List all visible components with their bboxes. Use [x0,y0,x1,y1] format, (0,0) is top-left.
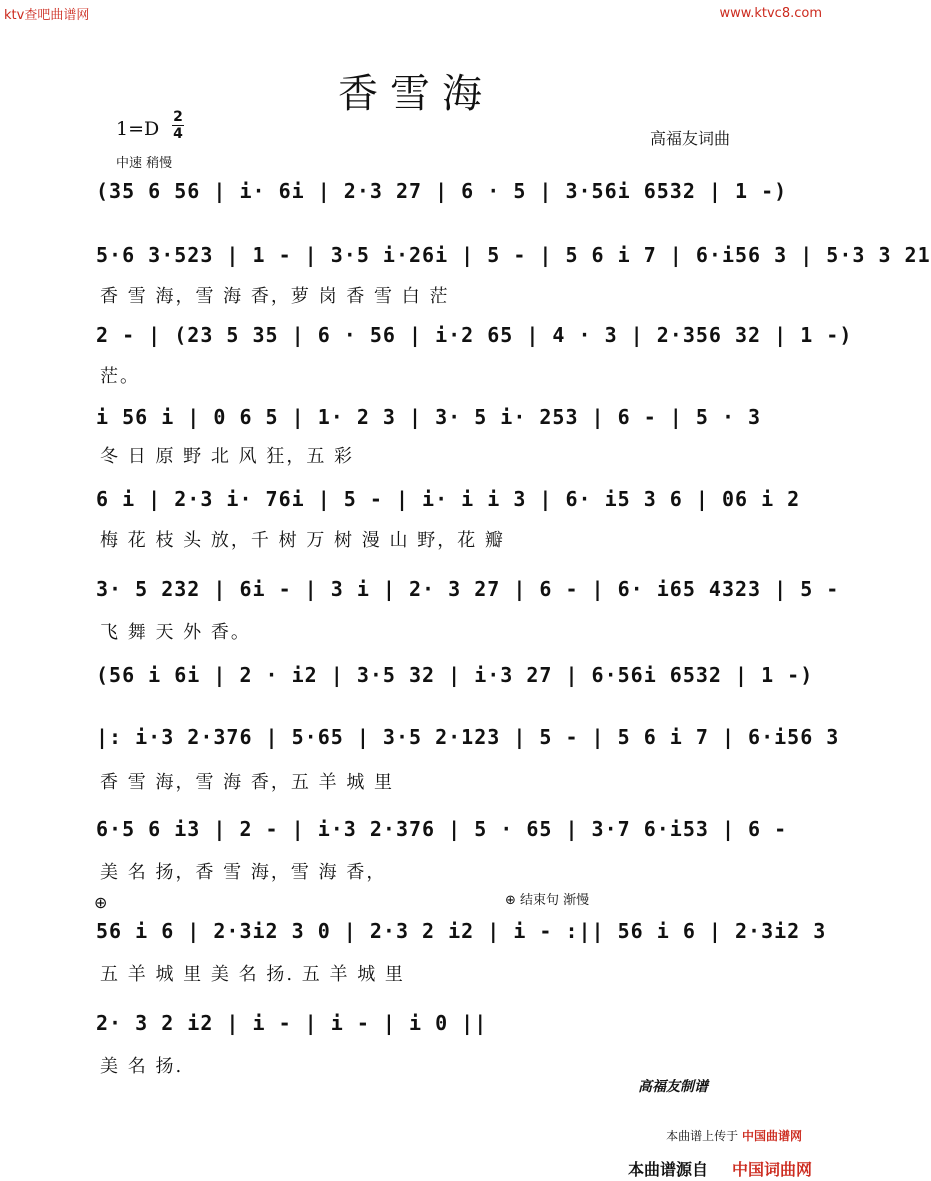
upload-note [666,1127,802,1144]
notes: 2· 3 2 i2 | i - | i - | i 0 || [96,1011,488,1035]
song-title: 香雪海 [338,71,494,117]
notation-row-7 [96,656,814,694]
lyrics-row-10: 五 羊 城 里 美 名 扬. 五 羊 城 里 [100,964,405,985]
notation-row-10 [96,912,827,950]
source-label: 本曲谱源自 [628,1160,709,1179]
notes: |: i·3 2·376 | 5·65 | 3·5 2·123 | 5 - | 5 6 i 7 | 6·i56 3 [96,725,840,749]
notation-row-11 [96,1004,736,1042]
lyrics-row-11: 美 名 扬. [100,1056,184,1077]
notation-row-4 [96,398,762,436]
upload-text: 本曲谱上传于 [666,1129,739,1143]
notation-row-6 [96,570,840,608]
lyrics-row-6: 飞 舞 天 外 香。 [100,622,251,643]
lyrics-row-2: 香 雪 海，雪 海 香，萝 岗 香 雪 白 茫 [100,286,450,307]
upload-brand-logo: 中国曲谱网 [741,1129,802,1143]
lyrics-row-5: 梅 花 枝 头 放，千 树 万 树 漫 山 野，花 瓣 [100,530,505,551]
notes: 5·6 3·523 | 1 - | 3·5 i·26i | 5 - | 5 6 i 7 | 6·i56 3 | 5·3 3 21 [96,243,931,267]
coda-mark-icon: ⊕ [94,893,108,912]
lyrics-row-3: 茫。 [100,366,140,387]
notation-row-5 [96,480,801,518]
notes: 6 i | 2·3 i· 76i | 5 - | i· i i 3 | 6· i5 3 6 | 06 i 2 [96,487,801,511]
notes: 6·5 6 i3 | 2 - | i·3 2·376 | 5 · 65 | 3·7 6·i53 | 6 - [96,817,788,841]
key-signature: 1=D [116,118,160,140]
tempo-marking: 中速 稍慢 [116,156,173,171]
source-site: 中国词曲网 [732,1160,813,1179]
time-signature-bottom: 4 [173,126,183,142]
notes: (56 i 6i | 2 · i2 | 3·5 32 | i·3 27 | 6·56i 6532 | 1 -) [96,663,814,687]
arranger-signature: 高福友制谱 [638,1079,708,1095]
lyrics-row-4: 冬 日 原 野 北 风 狂，五 彩 [100,446,355,467]
lyrics-row-8: 香 雪 海，雪 海 香，五 羊 城 里 [100,772,395,793]
notation-row-9 [96,810,788,848]
notes: i 56 i | 0 6 5 | 1· 2 3 | 3· 5 i· 253 | 6 - | 5 · 3 [96,405,762,429]
time-signature [170,110,186,141]
notes: 3· 5 232 | 6i - | 3 i | 2· 3 27 | 6 - | 6· i65 4323 | 5 - [96,577,840,601]
composer-credit: 高福友词曲 [649,129,730,148]
watermark-left: ktv查吧曲谱网 [4,8,90,23]
notation-row-3 [96,316,853,354]
watermark-right: www.ktvc8.com [719,6,822,21]
coda-ending-mark: ⊕ 结束句 渐慢 [505,893,590,908]
notes: 2 - | (23 5 35 | 6 · 56 | i·2 65 | 4 · 3 | 2·356 32 | 1 -) [96,323,853,347]
notation-row-8 [96,718,840,756]
notation-row-1 [96,172,788,210]
time-signature-top: 2 [173,109,183,125]
lyrics-row-9: 美 名 扬，香 雪 海，雪 海 香， [100,862,387,883]
notation-row-2 [96,236,931,274]
notes: (35 6 56 | i· 6i | 2·3 27 | 6 · 5 | 3·56i 6532 | 1 -) [96,179,788,203]
notes: 56 i 6 | 2·3i2 3 0 | 2·3 2 i2 | i - :|| 56 i 6 | 2·3i2 3 [96,919,827,943]
